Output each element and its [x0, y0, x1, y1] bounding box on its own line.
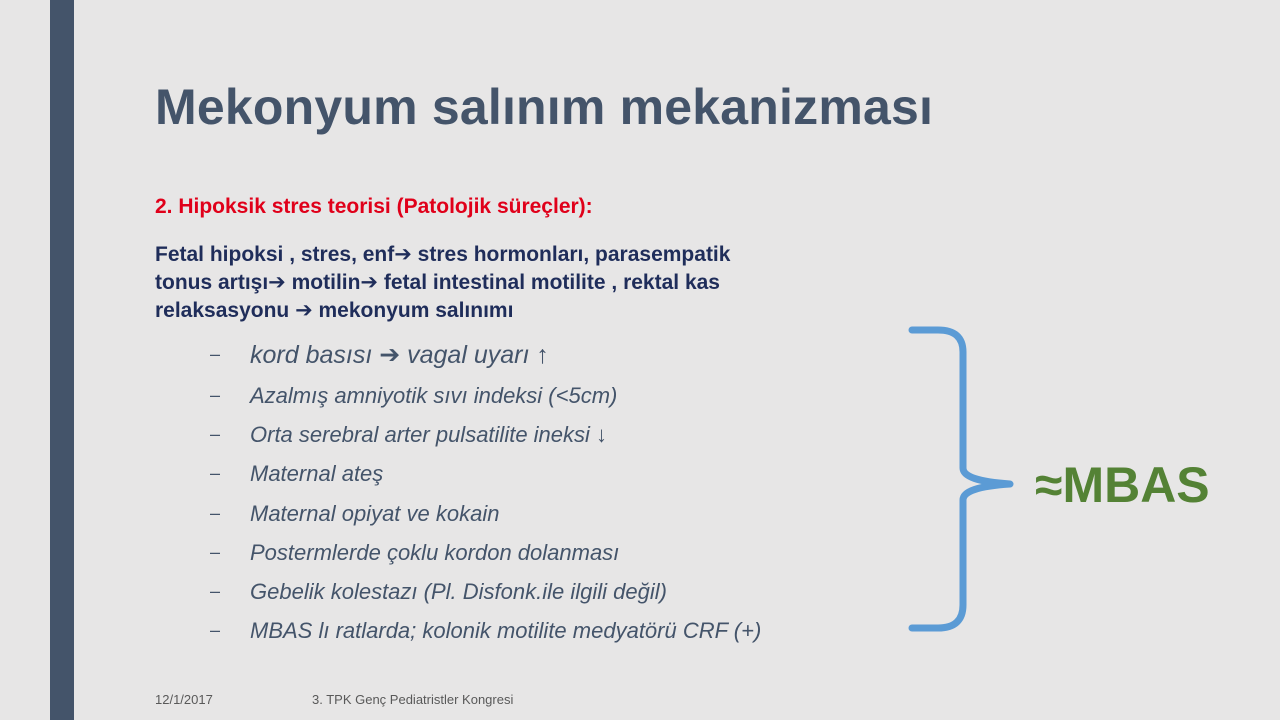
dash-marker: –: [210, 424, 221, 445]
brace-shape: [912, 330, 1010, 628]
dash-marker: –: [210, 463, 221, 484]
body-line: tonus artışı➔ motilin➔ fetal intestinal motilite , rektal kas: [155, 271, 720, 294]
dash-marker: –: [210, 620, 221, 641]
bullet-text: Gebelik kolestazı (Pl. Disfonk.ile ilgili değil): [250, 579, 667, 605]
bullet-text: Azalmış amniyotik sıvı indeksi (<5cm): [250, 382, 618, 408]
bullet-text: Maternal ateş: [250, 461, 384, 487]
bullet-text: MBAS lı ratlarda; kolonik motilite medyatörü CRF (+): [250, 618, 762, 644]
slide-subheading: 2. Hipoksik stres teorisi (Patolojik süreçler):: [155, 195, 593, 218]
footer-date: 12/1/2017: [155, 692, 213, 707]
bullet-text: Postermlerde çoklu kordon dolanması: [250, 539, 620, 565]
mbas-label: ≈MBAS: [1035, 457, 1210, 513]
dash-marker: –: [210, 541, 221, 562]
body-line: relaksasyonu ➔ mekonyum salınımı: [155, 299, 514, 322]
footer-conference: 3. TPK Genç Pediatristler Kongresi: [312, 692, 514, 707]
slide-title: Mekonyum salınım mekanizması: [155, 79, 934, 135]
dash-marker: –: [210, 344, 221, 365]
dash-marker: –: [210, 502, 221, 523]
dash-marker: –: [210, 384, 221, 405]
dash-marker: –: [210, 581, 221, 602]
body-line: Fetal hipoksi , stres, enf➔ stres hormonları, parasempatik: [155, 243, 731, 266]
bullet-text: kord basısı ➔ vagal uyarı ↑: [250, 341, 549, 369]
bullet-text: Maternal opiyat ve kokain: [250, 500, 500, 526]
bullet-text: Orta serebral arter pulsatilite ineksi ↓: [250, 421, 608, 447]
